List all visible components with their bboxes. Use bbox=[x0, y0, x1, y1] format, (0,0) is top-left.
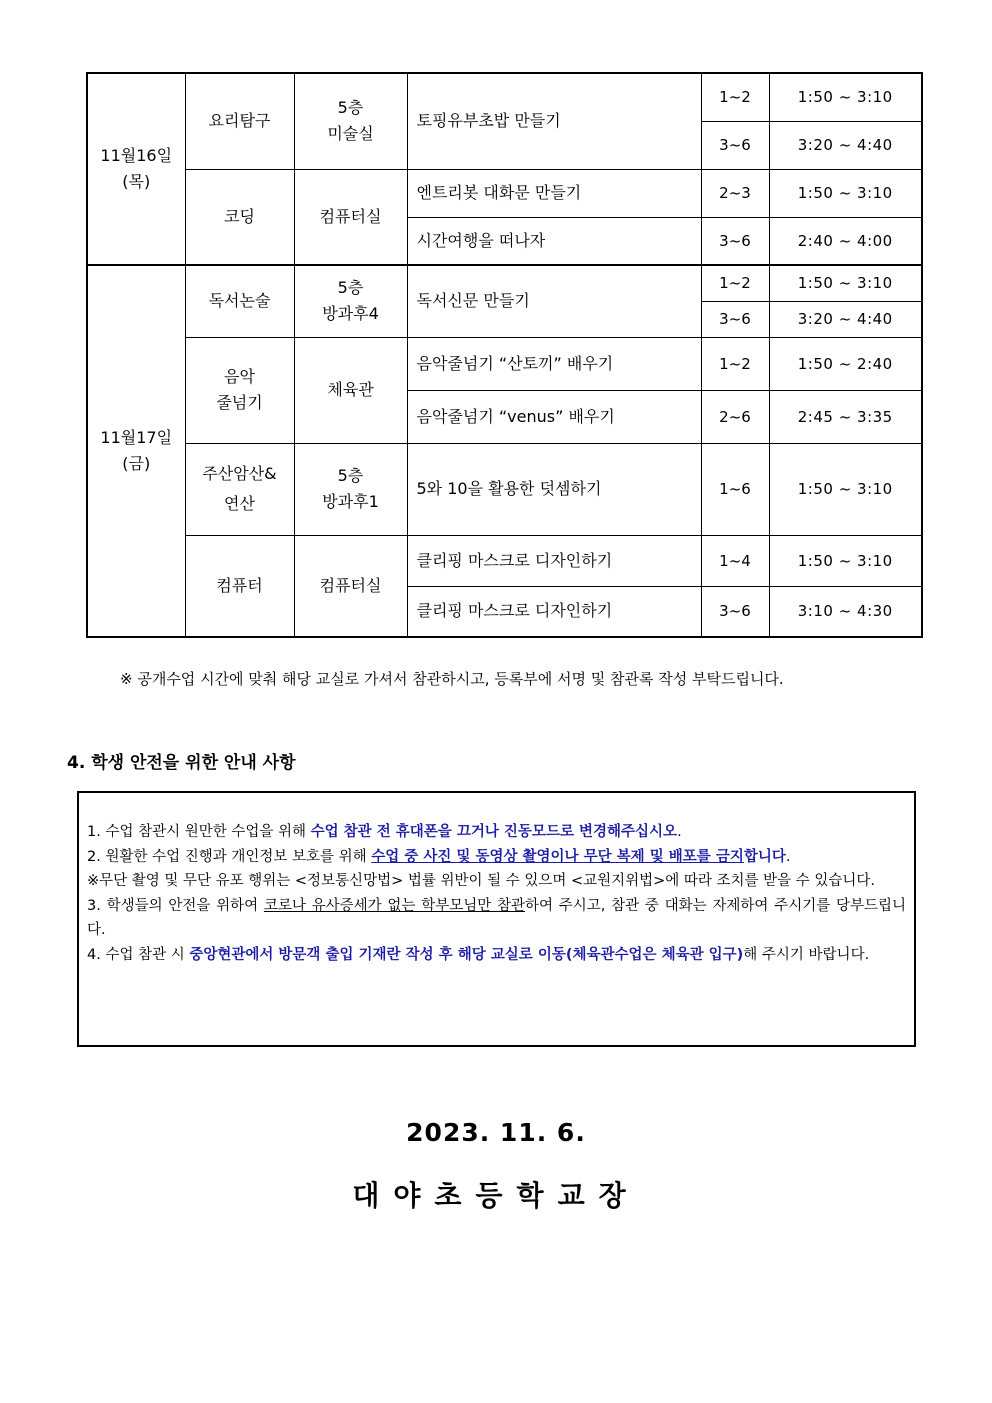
safety-text: . bbox=[785, 848, 791, 865]
time-cell: 2:40 ~ 4:00 bbox=[769, 217, 922, 265]
room-cell bbox=[294, 535, 407, 637]
room-name: 방과후1 bbox=[322, 492, 379, 511]
schedule-day bbox=[87, 265, 922, 637]
schedule-row bbox=[87, 169, 922, 217]
safety-text: 4. 수업 참관 시 bbox=[87, 946, 190, 963]
room-cell bbox=[294, 169, 407, 265]
schedule-row bbox=[87, 337, 922, 390]
subject-name: 주산암산& bbox=[202, 464, 277, 483]
safety-text: 하여 주시고, 참관 중 대화는 자제하여 주시기를 당부드립니다. bbox=[87, 897, 906, 938]
activity-title: 클리핑 마스크로 디자인하기 bbox=[407, 586, 701, 637]
safety-text: 1. 수업 참관시 원만한 수업을 위해 bbox=[87, 824, 311, 840]
day-date: 11월17일 bbox=[100, 428, 173, 447]
grade-cell: 1~4 bbox=[701, 535, 769, 586]
day-date: 11월16일 bbox=[100, 146, 173, 165]
subject-cell bbox=[185, 535, 294, 637]
schedule-table bbox=[86, 72, 923, 638]
room-name: 방과후4 bbox=[322, 304, 379, 324]
safety-text: 3. 학생들의 안전을 위하여 bbox=[87, 897, 264, 914]
safety-notice-box bbox=[77, 791, 916, 1047]
grade-cell: 1~2 bbox=[701, 73, 769, 121]
time-cell: 1:50 ~ 3:10 bbox=[769, 535, 922, 586]
activity-title: 시간여행을 떠나자 bbox=[407, 217, 701, 265]
observation-note: ※ 공개수업 시간에 맞춰 해당 교실로 가셔서 참관하시고, 등록부에 서명 및 참관록 작성 부탁드립니다. bbox=[120, 670, 784, 688]
grade-cell: 1~6 bbox=[701, 443, 769, 535]
subject-cell bbox=[185, 443, 294, 535]
room-cell bbox=[294, 337, 407, 443]
activity-title: 엔트리봇 대화문 만들기 bbox=[407, 169, 701, 217]
room-name: 컴퓨터실 bbox=[319, 575, 382, 595]
time-cell: 1:50 ~ 3:10 bbox=[769, 265, 922, 301]
subject-name: 독서논술 bbox=[208, 291, 271, 311]
document-date: 2023. 11. 6. bbox=[406, 1118, 586, 1147]
grade-cell: 2~6 bbox=[701, 390, 769, 443]
safety-text: 중앙현관에서 방문객 출입 기재란 작성 후 해당 교실로 이동(체육관수업은 체육관 입구) bbox=[189, 946, 744, 963]
grade-cell: 1~2 bbox=[701, 265, 769, 301]
subject-name: 음악 bbox=[224, 367, 255, 386]
activity-title: 토핑유부초밥 만들기 bbox=[407, 73, 701, 169]
activity-title: 음악줄넘기 “산토끼” 배우기 bbox=[407, 337, 701, 390]
time-cell: 3:20 ~ 4:40 bbox=[769, 121, 922, 169]
time-cell: 1:50 ~ 3:10 bbox=[769, 169, 922, 217]
safety-text: 코로나 유사증세가 없는 학부모님만 참관 bbox=[263, 897, 525, 914]
time-cell: 1:50 ~ 3:10 bbox=[769, 73, 922, 121]
safety-item bbox=[87, 943, 906, 968]
activity-title: 5와 10을 활용한 덧셈하기 bbox=[407, 443, 701, 535]
activity-title: 독서신문 만들기 bbox=[407, 265, 701, 337]
subject-cell bbox=[185, 169, 294, 265]
safety-text: 2. 원활한 수업 진행과 개인정보 보호를 위해 bbox=[87, 848, 372, 865]
room-cell bbox=[294, 265, 407, 337]
safety-text: ※무단 촬영 및 무단 유포 행위는 <정보통신망법> 법률 위반이 될 수 있으며 <교원지위법>에 따라 조치를 받을 수 있습니다. bbox=[87, 873, 876, 889]
safety-item bbox=[87, 820, 906, 845]
safety-text: . bbox=[677, 824, 682, 840]
school-principal: 대야초등학교장 bbox=[352, 1179, 640, 1212]
day-cell bbox=[87, 73, 185, 265]
room-cell bbox=[294, 443, 407, 535]
time-cell: 3:20 ~ 4:40 bbox=[769, 301, 922, 337]
room-name: 미술실 bbox=[327, 124, 374, 144]
room-name: 5층 bbox=[337, 278, 364, 298]
safety-item bbox=[87, 845, 906, 870]
activity-title: 음악줄넘기 “venus” 배우기 bbox=[407, 390, 701, 443]
safety-item bbox=[87, 894, 906, 943]
subject-name: 줄넘기 bbox=[216, 393, 263, 412]
room-name: 5층 bbox=[337, 98, 364, 118]
safety-text: 합니다 bbox=[743, 848, 786, 865]
subject-name: 연산 bbox=[224, 494, 255, 513]
activity-title: 클리핑 마스크로 디자인하기 bbox=[407, 535, 701, 586]
subject-cell bbox=[185, 265, 294, 337]
grade-cell: 2~3 bbox=[701, 169, 769, 217]
schedule-row bbox=[87, 443, 922, 535]
grade-cell: 1~2 bbox=[701, 337, 769, 390]
safety-text: 수업 중 사진 및 동영상 촬영이나 무단 복제 및 배포를 금지 bbox=[371, 848, 744, 865]
room-name: 컴퓨터실 bbox=[319, 206, 382, 226]
safety-item bbox=[87, 869, 906, 894]
day-weekday: (목) bbox=[122, 172, 151, 191]
time-cell: 1:50 ~ 2:40 bbox=[769, 337, 922, 390]
day-cell bbox=[87, 265, 185, 637]
grade-cell: 3~6 bbox=[701, 586, 769, 637]
day-weekday: (금) bbox=[122, 454, 151, 473]
schedule-row bbox=[87, 73, 922, 121]
room-name: 5층 bbox=[337, 466, 364, 485]
grade-cell: 3~6 bbox=[701, 301, 769, 337]
time-cell: 2:45 ~ 3:35 bbox=[769, 390, 922, 443]
subject-cell bbox=[185, 337, 294, 443]
safety-text: 수업 참관 전 휴대폰을 끄거나 진동모드로 변경해주십시오 bbox=[310, 824, 678, 840]
schedule-row bbox=[87, 535, 922, 586]
safety-text: 해 주시기 바랍니다. bbox=[743, 946, 870, 963]
grade-cell: 3~6 bbox=[701, 121, 769, 169]
section-title: 4. 학생 안전을 위한 안내 사항 bbox=[67, 753, 296, 773]
room-name: 체육관 bbox=[327, 380, 374, 399]
subject-cell bbox=[185, 73, 294, 169]
room-cell bbox=[294, 73, 407, 169]
schedule-row bbox=[87, 265, 922, 301]
subject-name: 요리탐구 bbox=[208, 111, 271, 131]
schedule-day bbox=[87, 73, 922, 265]
subject-name: 코딩 bbox=[224, 206, 255, 226]
grade-cell: 3~6 bbox=[701, 217, 769, 265]
time-cell: 3:10 ~ 4:30 bbox=[769, 586, 922, 637]
subject-name: 컴퓨터 bbox=[216, 575, 263, 595]
time-cell: 1:50 ~ 3:10 bbox=[769, 443, 922, 535]
